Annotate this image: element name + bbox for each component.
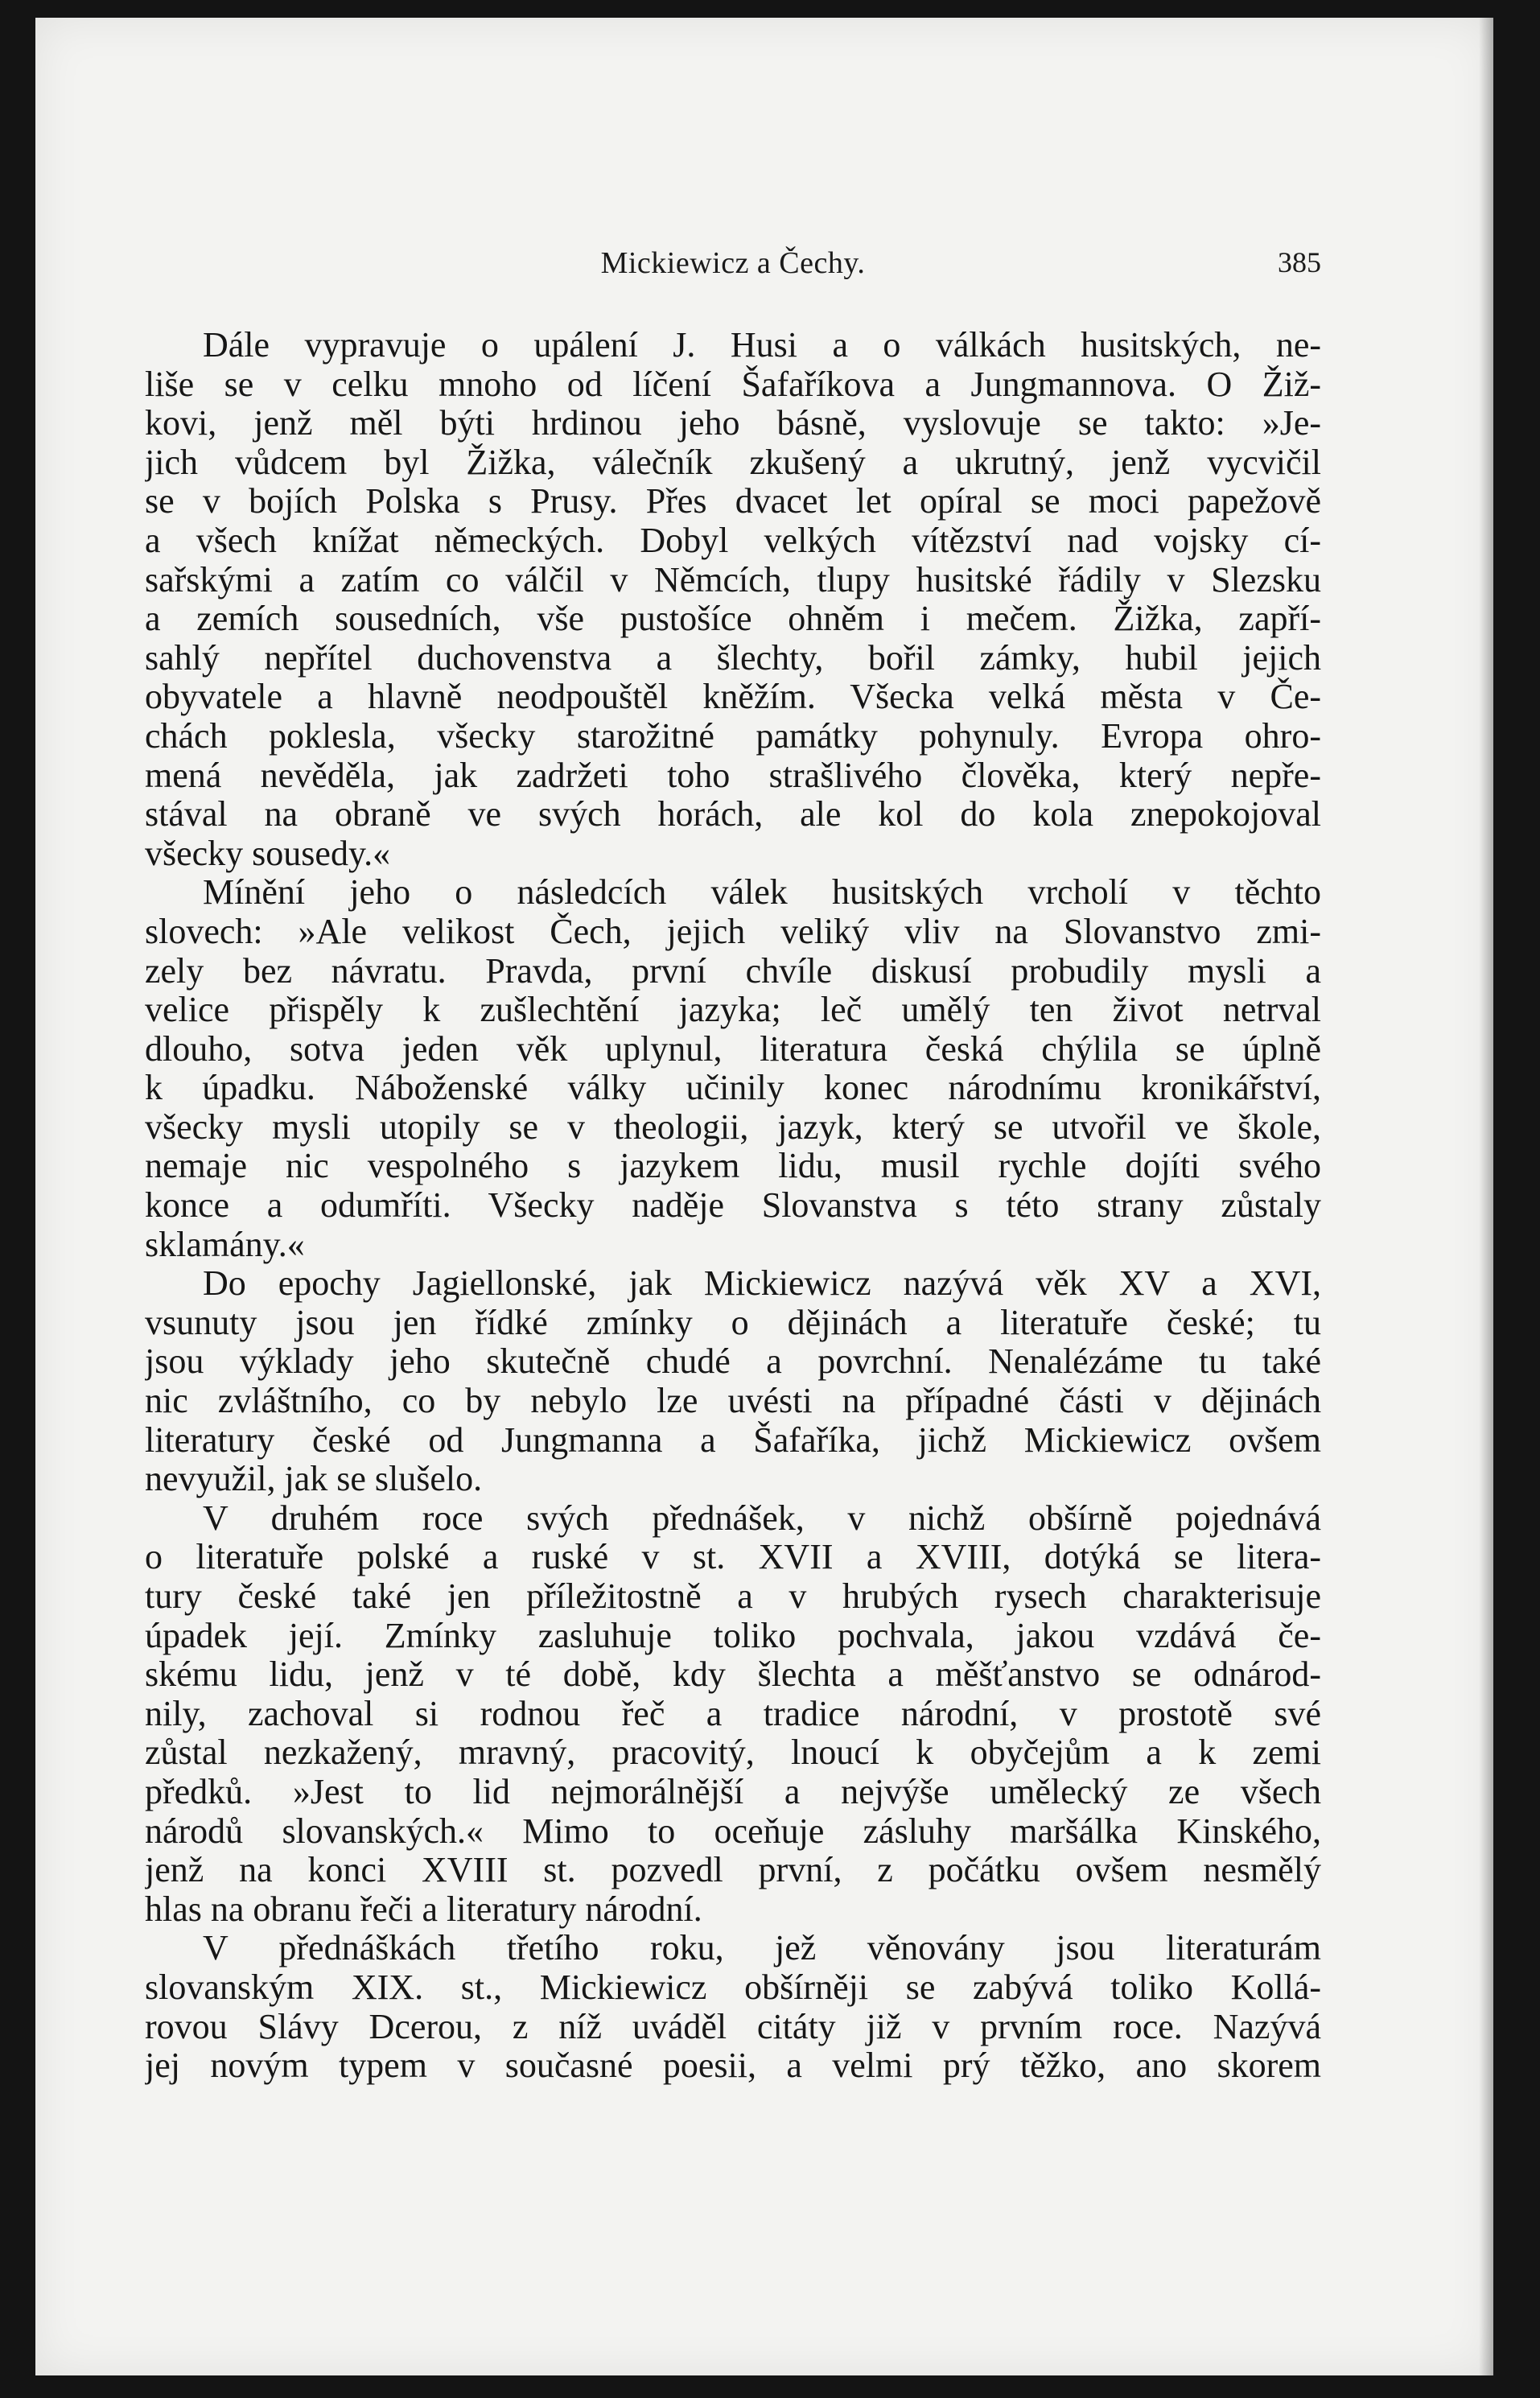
text-line: jich vůdcem byl Žižka, válečník zkušený a ukrutný, jenž vycvičil [145,443,1321,482]
text-line: tury české také jen příležitostně a v hrubých rysech charakterisuje [145,1577,1321,1616]
text-line: liše se v celku mnoho od líčení Šafaříkova a Jungmannova. O Žiž- [145,365,1321,404]
text-line: slovech: »Ale velikost Čech, jejich veliký vliv na Slovanstvo zmi- [145,912,1321,951]
text-line: jenž na konci XVIII st. pozvedl první, z počátku ovšem nesmělý [145,1851,1321,1890]
text-line: Mínění jeho o následcích válek husitských vrcholí v těchto [203,873,1321,913]
text-line: dlouho, sotva jeden věk uplynul, literatura česká chýlila se úplně [145,1029,1321,1069]
text-line: obyvatele a hlavně neodpouštěl kněžím. Všecka velká města v Če- [145,678,1321,717]
text-line: předků. »Jest to lid nejmorálnější a nejvýše umělecký ze všech [145,1772,1321,1811]
text-line: velice přispěly k zušlechtění jazyka; leč umělý ten život netrval [145,991,1321,1030]
text-line: národů slovanských.« Mimo to oceňuje zásluhy maršálka Kinského, [145,1811,1321,1851]
text-line: hlas na obranu řeči a literatury národní. [145,1889,702,1929]
page-edge-shadow [1479,18,1493,2375]
text-line: slovanským XIX. st., Mickiewicz obšírněji se zabývá toliko Kollá- [145,1967,1321,2007]
text-line: sklamány.« [145,1225,305,1264]
text-line: chách poklesla, všecky starožitné památky pohynuly. Evropa ohro- [145,716,1321,756]
text-line: V druhém roce svých přednášek, v nichž obšírně pojednává [203,1498,1321,1538]
text-line: V přednáškách třetího roku, jež věnovány jsou literaturám [203,1929,1321,1968]
text-line: rovou Slávy Dcerou, z níž uváděl citáty již v prvním roce. Nazývá [145,2007,1321,2046]
text-line: k úpadku. Náboženské války učinily konec národnímu kronikářství, [145,1069,1321,1108]
text-line: všecky sousedy.« [145,834,391,873]
text-line: nemaje nic vespolného s jazykem lidu, musil rychle dojíti svého [145,1147,1321,1186]
text-line: úpadek její. Zmínky zasluhuje toliko pochvala, jakou vzdává če- [145,1616,1321,1655]
text-line: nevyužil, jak se slušelo. [145,1460,483,1499]
text-line: kovi, jenž měl býti hrdinou jeho básně, vyslovuje se takto: »Je- [145,404,1321,443]
text-line: vsunuty jsou jen řídké zmínky o dějinách a literatuře české; tu [145,1303,1321,1342]
text-line: mená nevěděla, jak zadržeti toho strašlivého člověka, který nepře- [145,756,1321,795]
text-line: stával na obraně ve svých horách, ale kol do kola znepokojoval [145,795,1321,834]
body-text [145,326,1321,2086]
text-line: Do epochy Jagiellonské, jak Mickiewicz nazývá věk XV a XVI, [203,1264,1321,1304]
text-line: sařskými a zatím co válčil v Němcích, tlupy husitské řádily v Slezsku [145,560,1321,600]
text-line: sahlý nepřítel duchovenstva a šlechty, bořil zámky, hubil jejich [145,638,1321,678]
header-title: Mickiewicz a Čechy. [600,246,866,280]
text-line: nic zvláštního, co by nebylo lze uvésti na případné části v dějinách [145,1382,1321,1421]
text-line: literatury české od Jungmanna a Šafaříka, jichž Mickiewicz ovšem [145,1420,1321,1460]
text-line: nily, zachoval si rodnou řeč a tradice národní, v prostotě své [145,1694,1321,1733]
text-line: a všech knížat německých. Dobyl velkých vítězství nad vojsky cí- [145,521,1321,560]
running-header [145,245,1321,286]
text-line: jej novým typem v současné poesii, a velmi prý těžko, ano skorem [145,2046,1321,2086]
text-line: zely bez návratu. Pravda, první chvíle diskusí probudily mysli a [145,951,1321,991]
text-line: skému lidu, jenž v té době, kdy šlechta a měšťanstvo se odnárod- [145,1655,1321,1695]
text-line: zůstal nezkažený, mravný, pracovitý, lnoucí k obyčejům a k zemi [145,1733,1321,1773]
text-line: a zemích sousedních, vše pustošíce ohněm i mečem. Žižka, zapří- [145,600,1321,639]
text-line: Dále vypravuje o upálení J. Husi a o válkách husitských, ne- [203,326,1321,365]
text-line: o literatuře polské a ruské v st. XVII a XVIII, dotýká se litera- [145,1538,1321,1577]
page-number: 385 [1278,246,1321,278]
text-line: všecky mysli utopily se v theologii, jazyk, který se utvořil ve škole, [145,1107,1321,1147]
text-line: se v bojích Polska s Prusy. Přes dvacet let opíral se moci papežově [145,482,1321,521]
text-line: jsou výklady jeho skutečně chudé a povrchní. Nenalézáme tu také [145,1342,1321,1382]
text-line: konce a odumříti. Všecky naděje Slovanstva s této strany zůstaly [145,1186,1321,1226]
